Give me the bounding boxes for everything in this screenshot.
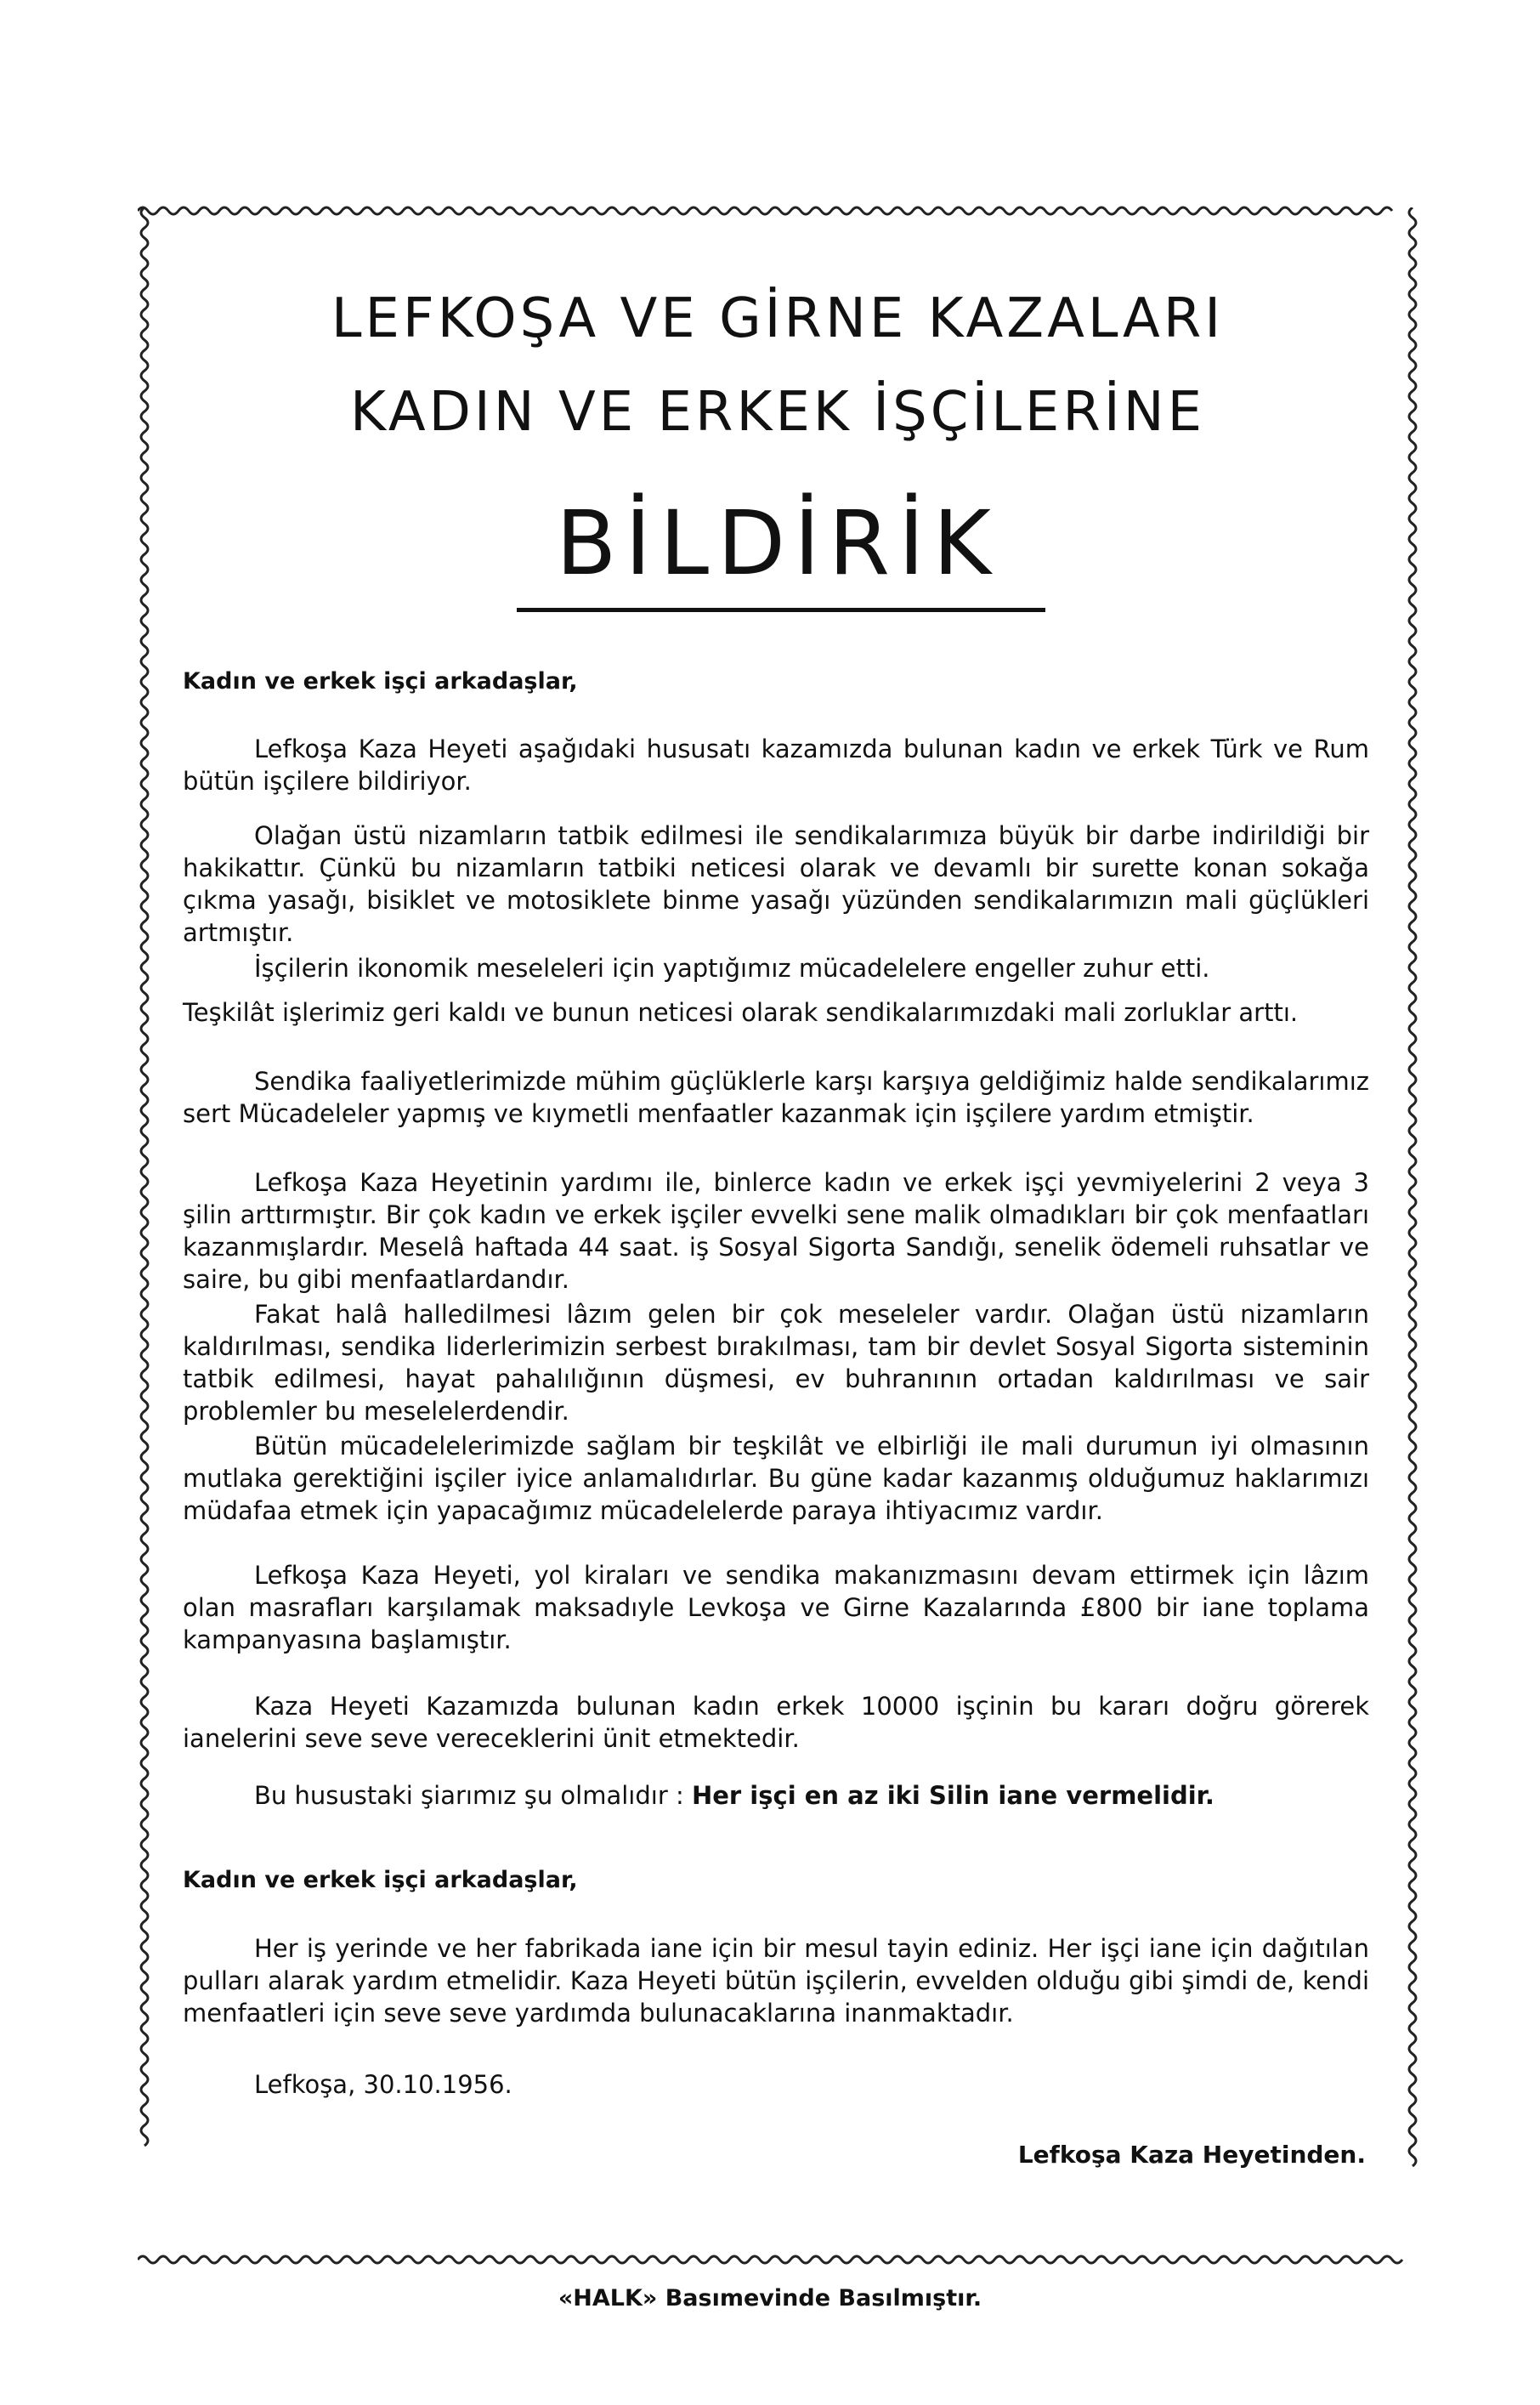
slogan — [183, 1779, 1369, 1812]
date-line: Lefkoşa, 30.10.1956. — [254, 2070, 512, 2099]
paragraph-7: Fakat halâ halledilmesi lâzım gelen bir çok meseleler vardır. Olağan üstü nizamların kaldırılması, sendika liderlerimizin serbest bırakılması, tam bir devlet Sosyal Sigorta sisteminin tatbik edilmesi, hayat pahalılığının düşmesi, ev buhranının ortadan kaldırılması ve sair problemler bu meselelerdendir. — [183, 1300, 1369, 1426]
paragraph-10: Kaza Heyeti Kazamızda bulunan kadın erkek 10000 işçinin bu kararı doğru görerek ianelerini seve seve vereceklerini ünit etmektedir. — [183, 1692, 1369, 1753]
frame-right-border — [1406, 207, 1419, 2265]
paragraph-1: Lefkoşa Kaza Heyeti aşağıdaki hususatı kazamızda bulunan kadın ve erkek Türk ve Rum bütün işçilere bildiriyor. — [183, 735, 1369, 796]
slogan-prefix: Bu husustaki şiarımız şu olmalıdır : — [254, 1781, 684, 1810]
paragraph-8: Bütün mücadelelerimizde sağlam bir teşkilât ve elbirliği ile mali durumun iyi olmasının mutlaka gerektiğini işçiler iyice anlamalıdırlar. Bu güne kadar kazanmış olduğumuz haklarımızı müdafaa etmek için yapacağımız mücadelelerde paraya ihtiyacımız vardır. — [183, 1432, 1369, 1525]
closing-paragraph: Her iş yerinde ve her fabrikada iane için bir mesul tayin ediniz. Her işçi iane için dağıtılan pulları alarak yardım etmelidir. Kaza Heyeti bütün işçilerin, evvelden olduğu gibi şimdi de, kendi menfaatleri için seve seve yardımda bulunacaklarına inanmaktadır. — [183, 1934, 1369, 2028]
paragraph-5: Sendika faaliyetlerimizde mühim güçlüklerle karşı karşıya geldiğimiz halde sendikalarımız sert Mücadeleler yapmış ve kıymetli menfaatler kazanmak için işçilere yardım etmiştir. — [183, 1067, 1369, 1128]
frame-left-border — [138, 207, 151, 2265]
frame-top-border — [138, 204, 1419, 218]
greeting-2: Kadın ve erkek işçi arkadaşlar, — [183, 1867, 578, 1893]
paragraph-6: Lefkoşa Kaza Heyetinin yardımı ile, binlerce kadın ve erkek işçi yevmiyelerini 2 veya 3 şilin arttırmıştır. Bir çok kadın ve erkek işçiler evvelki sene malik olmadıkları bir çok menfaatları kazanmışlardır. Meselâ haftada 44 saat. iş Sosyal Sigorta Sandığı, senelik ödemeli ruhsatlar ve saire, bu gibi menfaatlardandır. — [183, 1168, 1369, 1294]
document-title: BİLDİRİK — [556, 491, 999, 595]
paragraph-3: İşçilerin ikonomik meseleleri için yaptığımız mücadelelere engeller zuhur etti. — [254, 954, 1210, 983]
paragraph-9: Lefkoşa Kaza Heyeti, yol kiraları ve sendika makanızmasını devam ettirmek için lâzım olan masrafları karşılamak maksadıyle Levkoşa ve Girne Kazalarında £800 bir iane toplama kampanyasına başlamıştır. — [183, 1561, 1369, 1654]
greeting: Kadın ve erkek işçi arkadaşlar, — [183, 668, 578, 695]
frame-bottom-border — [138, 2253, 1419, 2266]
paragraph-4: Teşkilât işlerimiz geri kaldı ve bunun neticesi olarak sendikalarımızdaki mali zorluklar arttı. — [183, 998, 1299, 1027]
signature: Lefkoşa Kaza Heyetinden. — [1017, 2141, 1366, 2169]
title-line-2: KADIN VE ERKEK İŞÇİLERİNE — [350, 381, 1205, 444]
paragraph-2: Olağan üstü nizamların tatbik edilmesi ile sendikalarımıza büyük bir darbe indirildiği bir hakikattır. Çünkü bu nizamların tatbiki neticesi olarak ve devamlı bir surette konan sokağa çıkma yasağı, bisiklet ve motosiklete binme yasağı yüzünden sendikalarımızın mali güçlükleri artmıştır. — [183, 821, 1369, 947]
printer-credit: «HALK» Basımevinde Basılmıştır. — [558, 2285, 982, 2311]
title-line-1: LEFKOŞA VE GİRNE KAZALARI — [331, 287, 1225, 350]
title-underline — [517, 608, 1045, 612]
slogan-emphasis: Her işçi en az iki Silin iane vermelidir. — [691, 1781, 1214, 1810]
